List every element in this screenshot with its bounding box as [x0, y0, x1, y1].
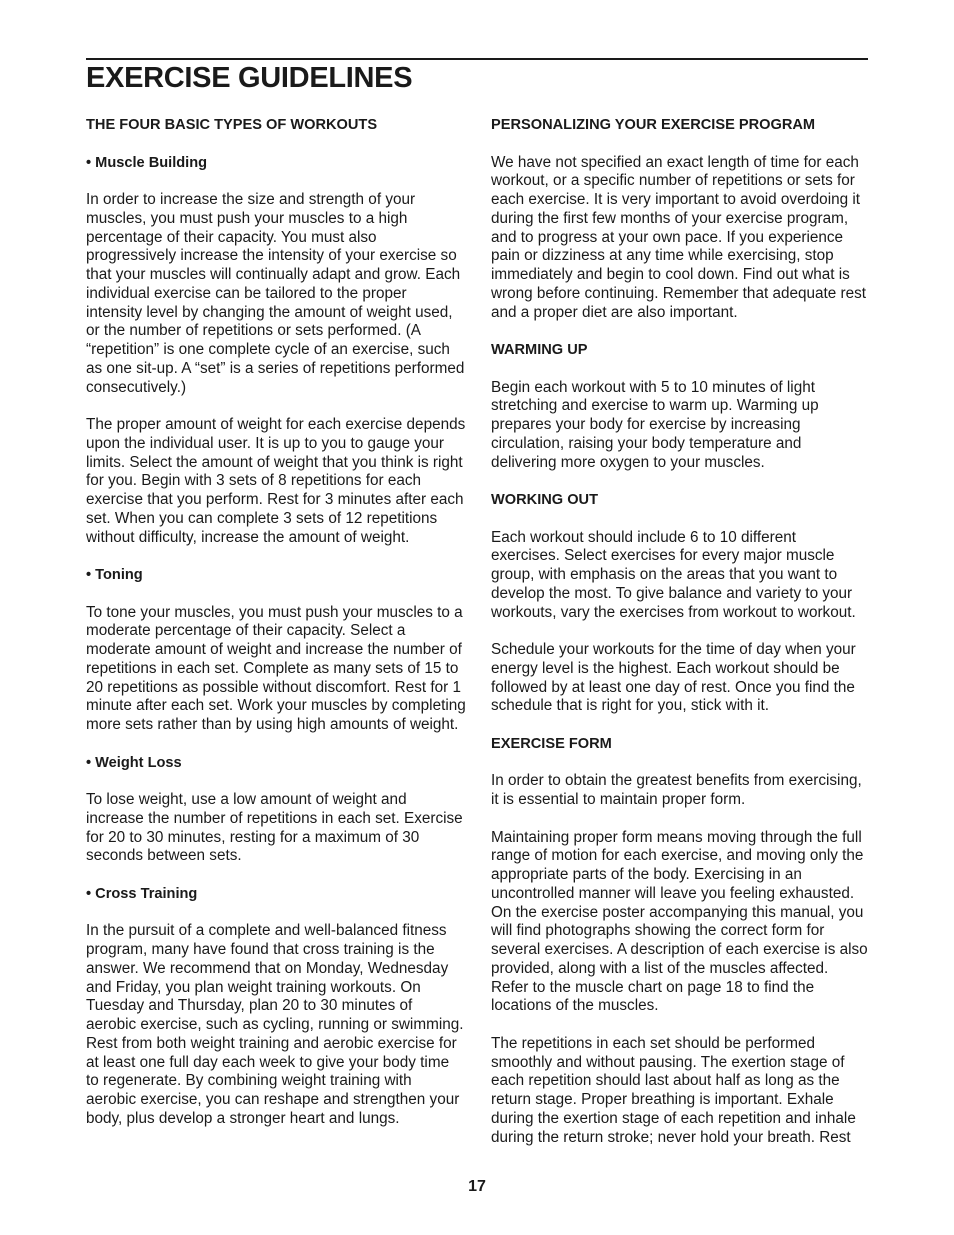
heading-muscle-building: • Muscle Building [86, 154, 208, 171]
page-title: EXERCISE GUIDELINES [86, 62, 413, 94]
right-column [491, 116, 869, 1166]
paragraph-working-out-1: Each workout should include 6 to 10 different exercises. Select exercises for every major muscle group, with emphasis on the areas that you want to develop the most. To give balance and variety to your workouts, vary the exercises from workout to workout. [491, 528, 856, 621]
heading-working-out: WORKING OUT [491, 492, 599, 508]
paragraph-toning: To tone your muscles, you must push your muscles to a moderate percentage of their capacity. Select a moderate amount of weight and increase the number of repetitions in each set. Complete as many sets of 15 to 20 repetitions as possible without discomfort. Rest for 1 minute after each set. Work your muscles by completing more sets rather than by using high amounts of weight. [86, 603, 466, 733]
paragraph-exercise-form-3: The repetitions in each set should be performed smoothly and without pausing. The exertion stage of each repetition should last about half as long as the return stage. Proper breathing is important. Exhale during the exertion stage of each repetition and inhale during the return stroke; never hold your breath. Rest [491, 1034, 856, 1146]
paragraph-warming-up: Begin each workout with 5 to 10 minutes of light stretching and exercise to warm up. Warming up prepares your body for exercise by increasing circulation, raising your body temperature and delivering more oxygen to your muscles. [491, 378, 819, 471]
paragraph-muscle-building-2: The proper amount of weight for each exercise depends upon the individual user. It is up to you to gauge your limits. Select the amount of weight that you think is right for you. Begin with 3 sets of 8 repetitions for each exercise that you perform. Rest for 3 minutes after each set. When you can complete 3 sets of 12 repetitions without difficulty, increase the amount of weight. [86, 416, 466, 546]
paragraph-muscle-building-1: In order to increase the size and strength of your muscles, you must push your muscles to a high percentage of their capacity. You must also progressively increase the intensity of your exercise so that your muscles will continually adapt and grow. Each individual exercise can be tailored to the proper intensity level by changing the amount of weight used, or the number of repetitions or sets performed. (A “repetition” is one complete cycle of an exercise, such as one sit-up. A “set” is a series of repetitions performed consecutively.) [86, 191, 465, 396]
left-column [86, 116, 466, 1147]
paragraph-exercise-form-2: Maintaining proper form means moving through the full range of motion for each exercise, and moving only the appropriate parts of the body. Exercising in an uncontrolled manner will leave you feeling exhausted. On the exercise poster accompanying this manual, you will find photographs showing the correct form for several exercises. A description of each exercise is also provided, along with a list of the muscles affected. Refer to the muscle chart on page 18 to find the locations of the muscles. [491, 828, 868, 1015]
heading-toning: • Toning [86, 567, 143, 583]
heading-warming-up: WARMING UP [491, 342, 588, 358]
heading-cross-training: • Cross Training [86, 885, 198, 902]
page-number: 17 [468, 1178, 486, 1195]
paragraph-weight-loss: To lose weight, use a low amount of weight and increase the number of repetitions in each set. Exercise for 20 to 30 minutes, resting for a maximum of 30 seconds between sets. [86, 791, 463, 865]
paragraph-exercise-form-1: In order to obtain the greatest benefits from exercising, it is essential to maintain proper form. [491, 772, 862, 808]
paragraph-personalizing: We have not specified an exact length of time for each workout, or a specific number of repetitions or sets for each exercise. It is very important to avoid overdoing it during the first few months of your exercise program, and to progress at your own pace. If you experience pain or dizziness at any time while exercising, stop immediately and begin to cool down. Find out what is wrong before continuing. Remember that adequate rest and a proper diet are also important. [491, 153, 866, 321]
heading-weight-loss: • Weight Loss [86, 754, 182, 771]
paragraph-cross-training: In the pursuit of a complete and well-balanced fitness program, many have found that cross training is the answer. We recommend that on Monday, Wednesday and Friday, you plan weight training workouts. On Tuesday and Thursday, plan 20 to 30 minutes of aerobic exercise, such as cycling, running or swimming. Rest from both weight training and aerobic exercise for at least one full day each week to give your body time to regenerate. By combining weight training with aerobic exercise, you can reshape and strengthen your body, plus develop a stronger heart and lungs. [86, 922, 464, 1127]
paragraph-working-out-2: Schedule your workouts for the time of day when your energy level is the highest. Each workout should be followed by at least one day of rest. Once you find the schedule that is right for you, stick with it. [491, 641, 856, 715]
heading-four-types: THE FOUR BASIC TYPES OF WORKOUTS [86, 117, 378, 133]
heading-personalizing: PERSONALIZING YOUR EXERCISE PROGRAM [491, 117, 816, 133]
heading-exercise-form: EXERCISE FORM [491, 735, 612, 752]
